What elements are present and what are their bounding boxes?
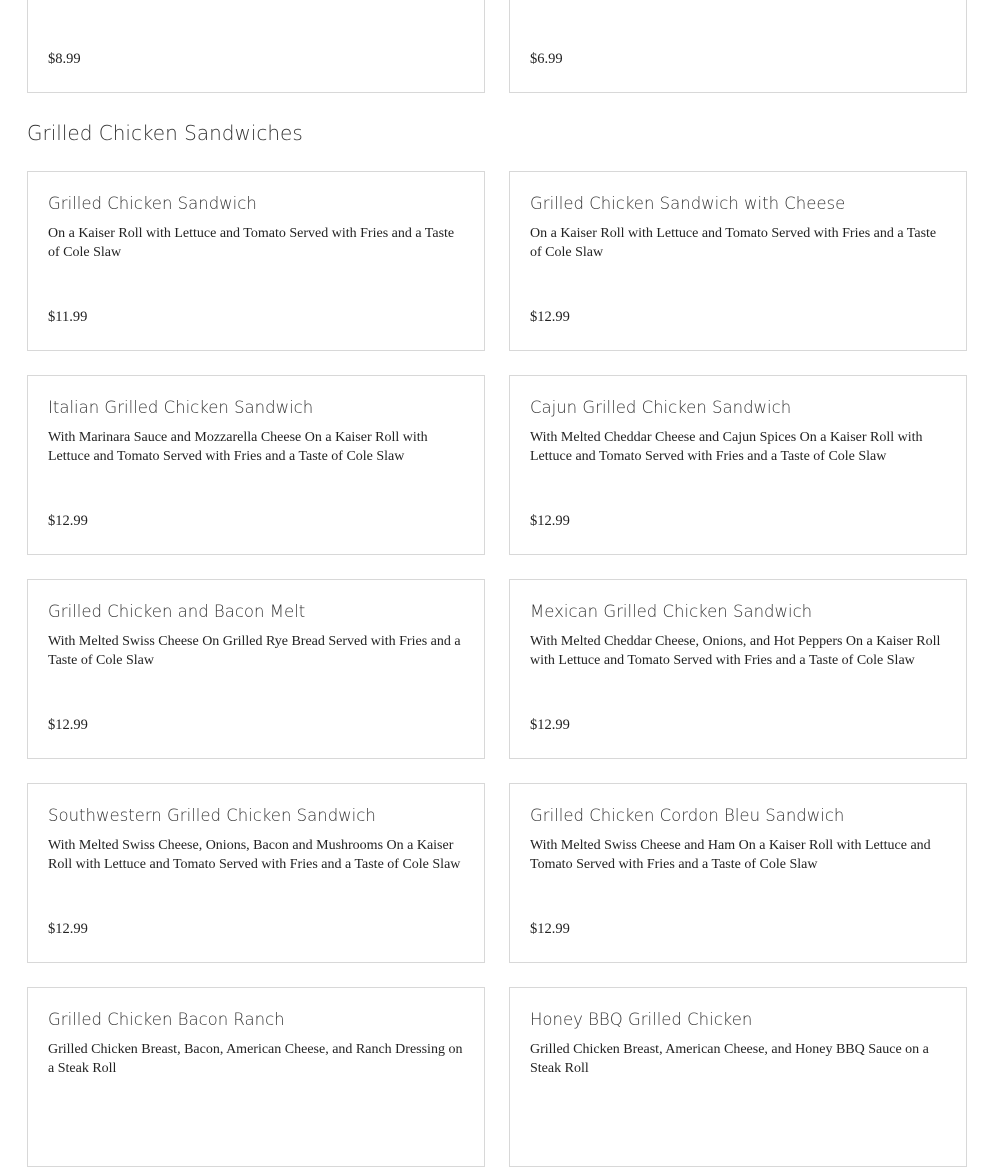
menu-item-card[interactable] [27,783,485,963]
menu-item-name: Grilled Chicken Sandwich [48,194,257,213]
menu-item-price: $6.99 [530,51,563,67]
menu-item-description: On a Kaiser Roll with Lettuce and Tomato Served with Fries and a Taste of Cole Slaw [48,226,455,260]
menu-page [27,0,967,1167]
menu-item-card[interactable] [27,987,485,1167]
menu-item-price: $12.99 [530,717,570,733]
menu-item-card[interactable] [509,987,967,1167]
menu-item-card[interactable] [27,579,485,759]
menu-item-card[interactable] [509,171,967,351]
section-title: Grilled Chicken Sandwiches [27,121,303,145]
menu-item-description: With Melted Swiss Cheese and Ham On a Kaiser Roll with Lettuce and Tomato Served with Fries and a Taste of Cole Slaw [530,838,931,872]
menu-item-description: With Melted Cheddar Cheese, Onions, and Hot Peppers On a Kaiser Roll with Lettuce and Tomato Served with Fries and a Taste of Cole Slaw [530,634,941,668]
menu-item-description: With Melted Swiss Cheese On Grilled Rye Bread Served with Fries and a Taste of Cole Slaw [48,634,461,668]
menu-item-name: Grilled Chicken and Bacon Melt [48,602,306,621]
menu-item-card[interactable] [509,0,967,93]
menu-item-description: With Melted Cheddar Cheese and Cajun Spices On a Kaiser Roll with Lettuce and Tomato Served with Fries and a Taste of Cole Slaw [530,430,923,464]
menu-item-name: Southwestern Grilled Chicken Sandwich [48,806,376,825]
menu-item-name: Honey BBQ Grilled Chicken [530,1010,753,1029]
menu-item-description: With Marinara Sauce and Mozzarella Cheese On a Kaiser Roll with Lettuce and Tomato Served with Fries and a Taste of Cole Slaw [48,430,428,464]
menu-item-description: Grilled Chicken Breast, Bacon, American Cheese, and Ranch Dressing on a Steak Roll [48,1042,463,1076]
menu-item-card[interactable] [509,579,967,759]
menu-item-price: $11.99 [48,309,88,325]
menu-item-description: With Melted Swiss Cheese, Onions, Bacon and Mushrooms On a Kaiser Roll with Lettuce and Tomato Served with Fries and a Taste of Cole Slaw [48,838,461,872]
menu-item-price: $12.99 [48,717,88,733]
previous-section-grid [27,0,967,93]
menu-item-price: $12.99 [48,513,88,529]
menu-item-name: Grilled Chicken Sandwich with Cheese [530,194,846,213]
menu-item-price: $8.99 [48,51,81,67]
menu-item-name: Grilled Chicken Cordon Bleu Sandwich [530,806,845,825]
menu-item-price: $12.99 [530,309,570,325]
menu-item-name: Mexican Grilled Chicken Sandwich [530,602,813,621]
menu-item-card[interactable] [27,171,485,351]
menu-item-price: $12.99 [530,513,570,529]
menu-item-name: Italian Grilled Chicken Sandwich [48,398,314,417]
menu-items-grid [27,171,967,1167]
menu-item-card[interactable] [27,375,485,555]
menu-item-description: Grilled Chicken Breast, American Cheese, and Honey BBQ Sauce on a Steak Roll [530,1042,929,1076]
menu-item-price: $12.99 [48,921,88,937]
menu-item-description: On a Kaiser Roll with Lettuce and Tomato Served with Fries and a Taste of Cole Slaw [530,226,937,260]
menu-item-name: Cajun Grilled Chicken Sandwich [530,398,792,417]
menu-item-card[interactable] [509,375,967,555]
menu-item-price: $12.99 [530,921,570,937]
menu-item-card[interactable] [27,0,485,93]
menu-item-name: Grilled Chicken Bacon Ranch [48,1010,285,1029]
menu-item-card[interactable] [509,783,967,963]
